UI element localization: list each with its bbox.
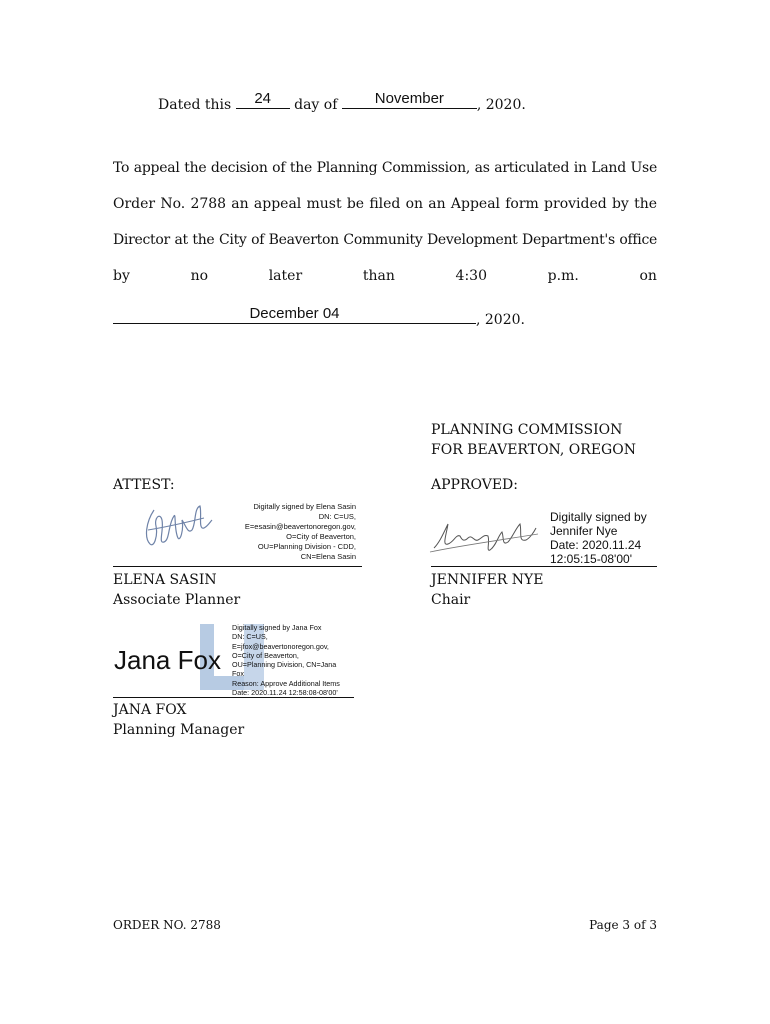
footer-order-number: ORDER NO. 2788 (113, 918, 221, 932)
footer-page-number: Page 3 of 3 (589, 918, 657, 932)
manager-name: JANA FOX (113, 702, 187, 718)
sig-line: OU=Planning Division - CDD, (257, 542, 356, 551)
appeal-line-2: Order No. 2788 an appeal must be filed on an Appeal form provided by the (113, 196, 657, 212)
sig-line: 12:05:15-08'00' (550, 552, 632, 566)
word: on (639, 268, 657, 284)
appeal-line-1: To appeal the decision of the Planning Commission, as articulated in Land Use (113, 160, 657, 176)
sig-line: OU=Planning Division, CN=Jana (232, 660, 337, 670)
word: p.m. (547, 268, 579, 284)
appeal-line-3: Director at the City of Beaverton Community Development Department's office (113, 232, 657, 248)
deadline-field (113, 305, 476, 324)
approved-name: JENNIFER NYE (431, 572, 544, 588)
dated-middle: day of (294, 97, 338, 113)
deadline-suffix: , 2020. (476, 312, 525, 328)
sig-line: Digitally signed by (550, 510, 647, 524)
sig-line: Jennifer Nye (550, 524, 618, 538)
approved-label: APPROVED: (431, 477, 518, 493)
commission-line-1: PLANNING COMMISSION (431, 422, 623, 438)
manager-signature-line (113, 697, 354, 698)
day-value: 24 (254, 90, 271, 107)
attest-signature-line (113, 566, 362, 567)
word: later (268, 268, 303, 284)
dated-suffix: , 2020. (476, 97, 526, 113)
jennifer-signature-scribble (428, 512, 546, 558)
appeal-paragraph (113, 160, 657, 284)
sig-line: Digitally signed by Jana Fox (232, 623, 322, 632)
word: 4:30 (455, 268, 487, 284)
approved-title: Chair (431, 592, 471, 608)
sig-line: Fox (232, 669, 244, 679)
commission-heading (431, 420, 636, 460)
attest-label: ATTEST: (113, 477, 175, 493)
manager-title: Planning Manager (113, 722, 245, 738)
jana-signature-details (232, 623, 340, 697)
sig-line: DN: C=US, (318, 512, 356, 521)
jennifer-signature-details (550, 510, 647, 566)
dated-line (158, 90, 526, 113)
approved-name-block (431, 570, 544, 610)
sig-line: E=jfox@beavertonoregon.gov, (232, 641, 329, 651)
day-field (236, 90, 290, 109)
deadline-line (113, 305, 525, 328)
month-value: November (374, 90, 444, 107)
month-field (342, 90, 477, 109)
word: by (113, 268, 130, 284)
attest-name-block (113, 570, 240, 610)
commission-line-2: FOR BEAVERTON, OREGON (431, 442, 636, 458)
sig-line: Date: 2020.11.24 12:58:08-08'00' (232, 688, 338, 698)
dated-prefix: Dated this (158, 97, 232, 113)
sig-line: Digitally signed by Elena Sasin (253, 502, 356, 511)
elena-signature-details (222, 502, 356, 562)
approved-signature-line (431, 566, 657, 567)
manager-name-block (113, 700, 244, 740)
attest-title: Associate Planner (113, 592, 241, 608)
word: than (362, 268, 395, 284)
sig-line: Reason: Approve Additional Items (232, 678, 340, 688)
sig-line: Date: 2020.11.24 (550, 538, 642, 552)
jana-signature-name: Jana Fox (114, 645, 221, 675)
sig-line: CN=Elena Sasin (300, 552, 356, 561)
sig-line: O=City of Beaverton, (286, 532, 356, 541)
deadline-value: December 04 (249, 305, 340, 322)
sig-line: O=City of Beaverton, (232, 650, 299, 660)
sig-line: DN: C=US, (232, 632, 268, 642)
sig-line: E=esasin@beavertonoregon.gov, (244, 522, 356, 531)
appeal-line-4 (113, 268, 657, 284)
attest-name: ELENA SASIN (113, 572, 217, 588)
elena-signature-scribble (140, 500, 220, 552)
word: no (190, 268, 209, 284)
